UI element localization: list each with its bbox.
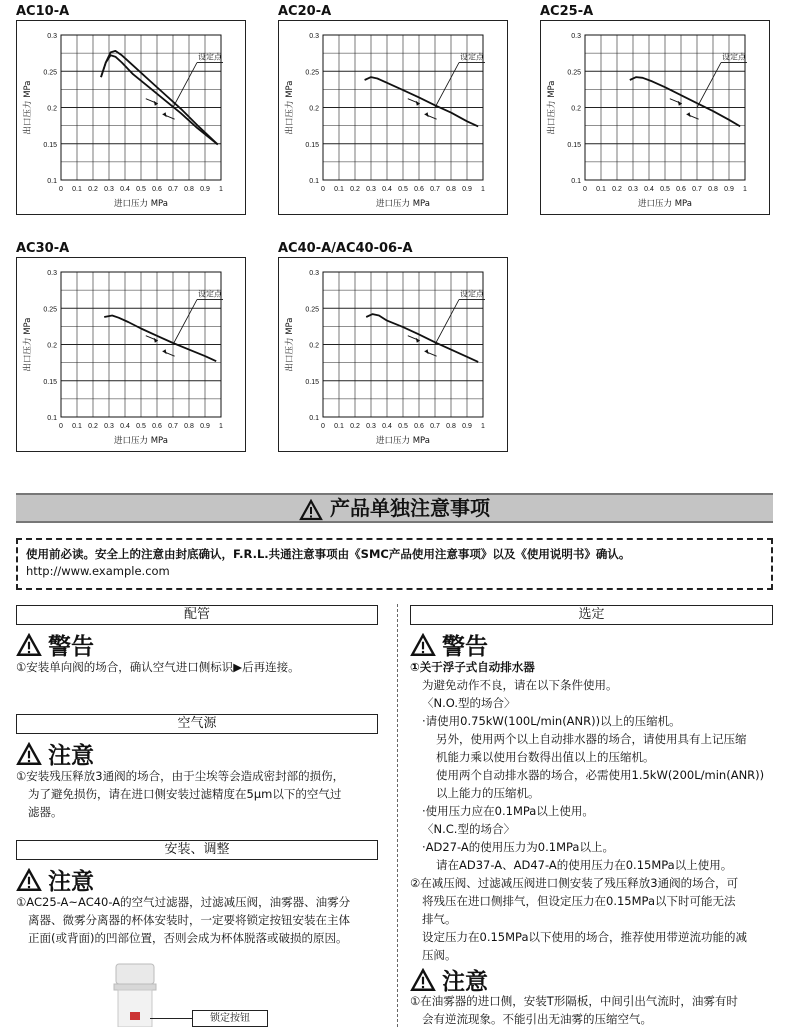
text-line: 另外，使用两个以上自动排水器的场合，请使用具有上记压缩 [436, 732, 747, 746]
x-tick-label: 0.4 [382, 423, 392, 430]
y-tick-label: 0.15 [305, 378, 319, 386]
x-tick-label: 0.9 [462, 186, 472, 193]
header-install: 安装、调整 [16, 840, 378, 860]
x-tick-label: 0.4 [382, 186, 392, 193]
x-tick-label: 0.5 [136, 186, 146, 193]
y-axis-label: 出口压力 MPa [547, 80, 557, 135]
item-title: ①关于浮子式自动排水器 [410, 660, 535, 674]
y-tick-label: 0.25 [567, 69, 581, 77]
text-line: 机能力乘以使用台数得出值以上的压缩机。 [436, 750, 655, 764]
piping-text [16, 658, 300, 676]
x-tick-label: 0.3 [104, 186, 114, 193]
chart-title: AC10-A [16, 4, 70, 19]
series-line [101, 55, 218, 144]
text-line: ·请使用0.75kW(100L/min(ANR))以上的压缩机。 [422, 714, 681, 728]
text-line: 正面(或背面)的凹部位置，否则会成为杯体脱落或破损的原因。 [28, 931, 348, 945]
set-point-label: 设定点 [198, 52, 222, 62]
warning-triangle-icon [410, 633, 436, 657]
x-tick-label: 0.2 [350, 423, 360, 430]
notice-box [16, 538, 773, 590]
chart-plot [16, 257, 246, 452]
leader-line [150, 1018, 192, 1019]
x-tick-label: 1 [481, 186, 485, 193]
annotation-leader [173, 63, 197, 108]
x-tick-label: 1 [219, 186, 223, 193]
y-tick-label: 0.2 [571, 105, 581, 113]
header-selection: 选定 [410, 605, 773, 625]
warning-triangle-icon [16, 633, 42, 657]
chart-plot [278, 20, 508, 215]
chart-ac20 [278, 4, 510, 216]
text-line: 请在AD37-A、AD47-A的使用压力在0.15MPa以上使用。 [436, 858, 733, 872]
text-line: ①在油雾器的进口侧，安装T形隔板，中间引出气流时，油雾有时 [410, 994, 738, 1008]
x-axis-label: 进口压力 MPa [376, 199, 430, 209]
text-line: 〈N.C.型的场合〉 [422, 822, 515, 836]
x-tick-label: 0 [321, 186, 325, 193]
x-tick-label: 0.2 [88, 423, 98, 430]
y-tick-label: 0.3 [47, 33, 57, 40]
x-tick-label: 0.3 [366, 186, 376, 193]
x-tick-label: 0.5 [136, 423, 146, 430]
text-line: 排气。 [422, 912, 457, 926]
x-tick-label: 0.7 [430, 423, 440, 430]
x-tick-label: 0.9 [200, 186, 210, 193]
x-tick-label: 0.5 [398, 423, 408, 430]
warning-triangle-icon [16, 868, 42, 892]
set-point-label: 设定点 [460, 289, 484, 299]
annotation-leader [435, 300, 459, 345]
x-tick-label: 0.3 [366, 423, 376, 430]
x-axis-label: 进口压力 MPa [114, 436, 168, 446]
chart-plot [540, 20, 770, 215]
warning-triangle-icon [410, 968, 436, 992]
selection-caution-text [410, 992, 782, 1028]
y-tick-label: 0.3 [47, 270, 57, 277]
series-line [104, 316, 216, 362]
y-tick-label: 0.2 [47, 105, 57, 113]
chart-title: AC30-A [16, 241, 70, 256]
install-text [16, 893, 350, 947]
text-line: 滤器。 [28, 805, 63, 819]
x-tick-label: 0.8 [708, 186, 718, 193]
y-tick-label: 0.1 [47, 178, 57, 185]
series-line [365, 77, 479, 126]
banner-title: 产品单独注意事项 [329, 496, 490, 520]
set-point-label: 设定点 [198, 289, 222, 299]
x-tick-label: 0.6 [152, 423, 162, 430]
text-line: 使用两个自动排水器的场合，必需使用1.5kW(200L/min(ANR)) [436, 768, 765, 782]
x-tick-label: 0.9 [200, 423, 210, 430]
level-warning [16, 628, 94, 661]
set-point-label: 设定点 [460, 52, 484, 62]
y-tick-label: 0.3 [309, 270, 319, 277]
level-label: 注意 [48, 869, 94, 895]
x-tick-label: 0.8 [446, 423, 456, 430]
y-tick-label: 0.2 [309, 342, 319, 350]
text-line: 设定压力在0.15MPa以下使用的场合，推荐使用带逆流功能的减 [422, 930, 747, 944]
chart-title: AC40-A/AC40-06-A [278, 241, 413, 256]
y-tick-label: 0.1 [47, 415, 57, 422]
y-axis-label: 出口压力 MPa [23, 80, 33, 135]
chart-title: AC25-A [540, 4, 594, 19]
header-air-source: 空气源 [16, 714, 378, 734]
air-source-text [16, 767, 344, 821]
y-tick-label: 0.3 [571, 33, 581, 40]
y-tick-label: 0.25 [43, 306, 57, 314]
header-piping: 配管 [16, 605, 378, 625]
level-label: 警告 [442, 634, 488, 660]
text-line: 以上能力的压缩机。 [436, 786, 540, 800]
y-axis-label: 出口压力 MPa [285, 80, 295, 135]
x-tick-label: 0.8 [184, 423, 194, 430]
text-line: ·使用压力应在0.1MPa以上使用。 [422, 804, 594, 818]
chart-plot [16, 20, 246, 215]
y-tick-label: 0.15 [43, 141, 57, 149]
chart-ac30 [16, 241, 248, 453]
x-tick-label: 0.7 [692, 186, 702, 193]
y-axis-label: 出口压力 MPa [285, 317, 295, 372]
text-line: ①安装单向阀的场合，确认空气进口侧标识▶后再连接。 [16, 660, 300, 674]
level-caution [16, 863, 94, 896]
level-caution [16, 737, 94, 770]
y-tick-label: 0.1 [309, 178, 319, 185]
text-line: 离器、微雾分离器的杯体安装时，一定要将锁定按钮安装在主体 [28, 913, 350, 927]
lock-button-label: 锁定按钮 [192, 1010, 268, 1027]
x-tick-label: 0.9 [724, 186, 734, 193]
y-tick-label: 0.15 [43, 378, 57, 386]
y-tick-label: 0.3 [309, 33, 319, 40]
text-line: 会有逆流现象。不能引出无油雾的压缩空气。 [422, 1012, 652, 1026]
x-tick-label: 0.1 [72, 186, 82, 193]
y-tick-label: 0.15 [567, 141, 581, 149]
x-tick-label: 0.4 [644, 186, 654, 193]
x-tick-label: 0.7 [168, 423, 178, 430]
warning-triangle-icon [299, 499, 323, 521]
x-tick-label: 0.4 [120, 186, 130, 193]
x-tick-label: 0.1 [334, 186, 344, 193]
x-tick-label: 0.7 [168, 186, 178, 193]
x-tick-label: 0.6 [676, 186, 686, 193]
x-tick-label: 0.8 [446, 186, 456, 193]
annotation-leader [697, 63, 721, 108]
y-tick-label: 0.25 [43, 69, 57, 77]
x-tick-label: 0.6 [414, 423, 424, 430]
series-line [366, 314, 478, 362]
level-label: 警告 [48, 634, 94, 660]
x-tick-label: 0.3 [628, 186, 638, 193]
notice-url[interactable]: http://www.example.com [26, 564, 170, 578]
y-tick-label: 0.25 [305, 69, 319, 77]
text-line: ·AD27-A的使用压力为0.1MPa以上。 [422, 840, 614, 854]
text-line: 为了避免损伤，请在进口侧安装过滤精度在5μm以下的空气过 [28, 787, 342, 801]
chart-title: AC20-A [278, 4, 332, 19]
column-divider [397, 604, 398, 1027]
selection-warning-text [410, 658, 782, 964]
annotation-leader [173, 300, 197, 345]
x-tick-label: 0 [321, 423, 325, 430]
x-tick-label: 0.6 [152, 186, 162, 193]
annotation-leader [435, 63, 459, 108]
x-tick-label: 0.4 [120, 423, 130, 430]
y-tick-label: 0.1 [309, 415, 319, 422]
x-tick-label: 1 [219, 423, 223, 430]
x-tick-label: 1 [743, 186, 747, 193]
x-tick-label: 0.2 [350, 186, 360, 193]
x-tick-label: 0.8 [184, 186, 194, 193]
chart-ac10 [16, 4, 248, 216]
x-tick-label: 0.7 [430, 186, 440, 193]
level-warning [410, 628, 488, 661]
text-line: ①安装残压释放3通阀的场合，由于尘埃等会造成密封部的损伤， [16, 769, 345, 783]
y-tick-label: 0.2 [47, 342, 57, 350]
warning-triangle-icon [16, 742, 42, 766]
chart-plot [278, 257, 508, 452]
level-label: 注意 [442, 969, 488, 995]
y-tick-label: 0.2 [309, 105, 319, 113]
y-axis-label: 出口压力 MPa [23, 317, 33, 372]
set-point-label: 设定点 [722, 52, 746, 62]
x-tick-label: 0.3 [104, 423, 114, 430]
text-line: ①AC25-A~AC40-A的空气过滤器，过滤减压阀，油雾器、油雾分 [16, 895, 351, 909]
notice-body: 安全上的注意由封底确认，F.R.L.共通注意事项由《SMC产品使用注意事项》以及《使用说明书》确认。 [95, 547, 631, 561]
chart-ac25 [540, 4, 772, 216]
y-tick-label: 0.25 [305, 306, 319, 314]
text-line: ②在减压阀、过滤减压阀进口侧安装了残压释放3通阀的场合，可 [410, 876, 739, 890]
level-label: 注意 [48, 743, 94, 769]
x-axis-label: 进口压力 MPa [376, 436, 430, 446]
y-tick-label: 0.15 [305, 141, 319, 149]
text-line: 〈N.O.型的场合〉 [422, 696, 516, 710]
x-tick-label: 0.2 [88, 186, 98, 193]
x-tick-label: 0 [583, 186, 587, 193]
x-tick-label: 0.6 [414, 186, 424, 193]
text-line: 压阀。 [422, 948, 457, 962]
text-line: 为避免动作不良，请在以下条件使用。 [422, 678, 618, 692]
x-tick-label: 0.1 [334, 423, 344, 430]
x-axis-label: 进口压力 MPa [114, 199, 168, 209]
x-tick-label: 1 [481, 423, 485, 430]
x-axis-label: 进口压力 MPa [638, 199, 692, 209]
y-tick-label: 0.1 [571, 178, 581, 185]
chart-ac40 [278, 241, 510, 453]
x-tick-label: 0.5 [398, 186, 408, 193]
notice-lead: 使用前必读。 [26, 547, 95, 561]
x-tick-label: 0.2 [612, 186, 622, 193]
series-line [630, 77, 740, 126]
section-banner [16, 493, 773, 523]
x-tick-label: 0 [59, 186, 63, 193]
x-tick-label: 0.5 [660, 186, 670, 193]
x-tick-label: 0.9 [462, 423, 472, 430]
x-tick-label: 0.1 [596, 186, 606, 193]
text-line: 将残压在进口侧排气，但设定压力在0.15MPa以下时可能无法 [422, 894, 736, 908]
x-tick-label: 0 [59, 423, 63, 430]
x-tick-label: 0.1 [72, 423, 82, 430]
